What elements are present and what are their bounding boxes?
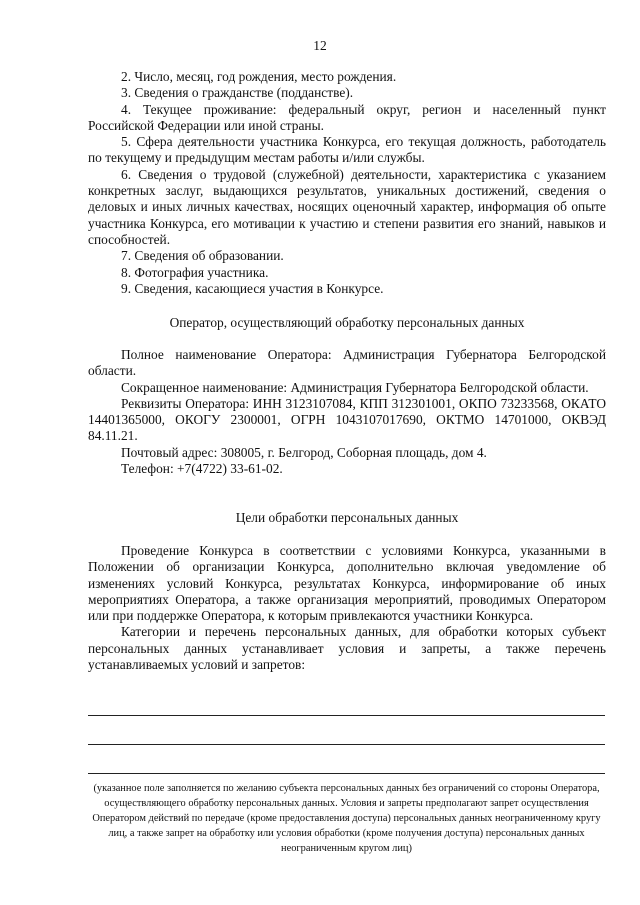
list-item: 7. Сведения об образовании. <box>121 248 284 264</box>
goals-heading: Цели обработки персональных данных <box>235 510 459 525</box>
operator-postal-address: Почтовый адрес: 308005, г. Белгород, Соборная площадь, дом 4. <box>121 444 487 460</box>
goals-paragraph: Проведение Конкурса в соответствии с условиями Конкурса, указанными в Положении об организации Конкурса, дополнительно включая уведомление об изменениях условий Конкурса, результатах Конкурса, информирование об иных мероприятиях Оператора, а также организация мероприятий, проводимых Оператором или при поддержке Оператора, к которым привлекаются участники Конкурса. <box>88 543 606 624</box>
operator-requisites: Реквизиты Оператора: ИНН 3123107084, КПП 312301001, ОКПО 73233568, ОКАТО 14401365000, ОКОГУ 2300001, ОГРН 1043107017690, ОКТМО 14701000, ОКВЭД 84.11.21. <box>88 395 606 444</box>
fill-in-line <box>88 744 605 745</box>
field-caption: (указанное поле заполняется по желанию субъекта персональных данных без ограничений со стороны Оператора, осуществляющего обработку персональных данных. Условия и запреты предполагают запрет осуществления Оператором действий по передаче (кроме предоставления доступа) персональных данных неограниченному кругу лиц, а также запрет на обработку или условия обработки (кроме получения доступа) персональных данных неограниченным кругом лиц) <box>92 783 601 855</box>
list-item: 5. Сфера деятельности участника Конкурса, его текущая должность, работодатель по текущему и предыдущим местам работы и/или службы. <box>88 134 606 166</box>
personal-data-list <box>88 69 606 297</box>
operator-phone: Телефон: +7(4722) 33-61-02. <box>121 461 283 477</box>
page-number: 12 <box>313 38 327 53</box>
operator-short-name: Сокращенное наименование: Администрация Губернатора Белгородской области. <box>121 379 589 395</box>
list-item: 8. Фотография участника. <box>121 264 269 280</box>
list-item: 4. Текущее проживание: федеральный округ, регион и населенный пункт Российской Федерации или иной страны. <box>88 101 606 133</box>
list-item: 6. Сведения о трудовой (служебной) деятельности, характеристика с указанием конкретных заслуг, выдающихся результатов, уникальных достижений, сведения о деловых и иных личных качествах, носящих оценочный характер, информация об опыте участника Конкурса, его мотивации к участию и степени развития его знаний, навыков и способностей. <box>88 166 606 247</box>
operator-full-name: Полное наименование Оператора: Администрация Губернатора Белгородской области. <box>88 347 606 379</box>
operator-heading: Оператор, осуществляющий обработку персональных данных <box>169 315 525 330</box>
fill-in-line <box>88 773 605 774</box>
fill-in-line <box>88 715 605 716</box>
conditions-paragraph: Категории и перечень персональных данных, для обработки которых субъект персональных данных устанавливает условия и запреты, а также перечень устанавливаемых условий и запретов: <box>88 624 606 673</box>
list-item: 3. Сведения о гражданстве (подданстве). <box>121 85 354 101</box>
operator-section <box>88 347 606 477</box>
list-item: 2. Число, месяц, год рождения, место рождения. <box>121 69 397 84</box>
goals-section <box>88 543 606 673</box>
list-item: 9. Сведения, касающиеся участия в Конкурсе. <box>121 280 384 296</box>
